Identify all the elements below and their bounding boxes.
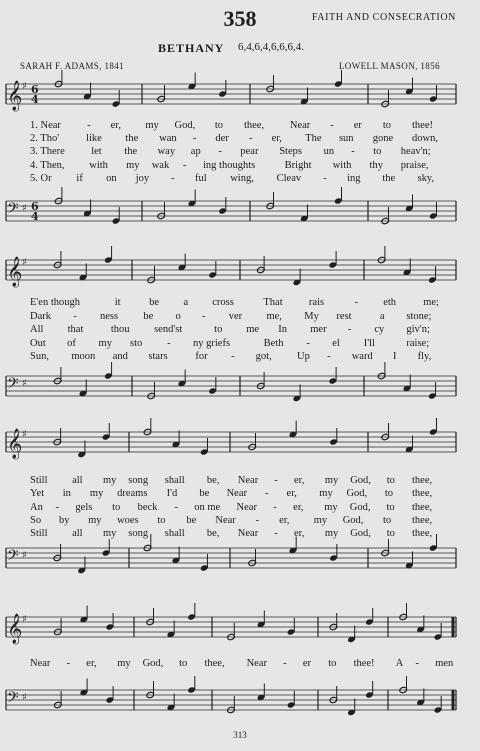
hymn-number: 358 xyxy=(223,6,257,31)
treble-clef-icon: 𝄞 xyxy=(7,614,23,644)
lyric-word: me, xyxy=(266,310,282,322)
lyric-word: er, xyxy=(86,658,97,669)
treble-clef-icon: 𝄞 xyxy=(7,81,23,111)
lyric-word: I'll xyxy=(363,337,375,349)
lyric-word: My xyxy=(304,310,319,322)
lyric-word: 1. Near xyxy=(30,120,61,131)
lyric-word: Steps xyxy=(279,146,302,158)
lyric-word: All xyxy=(30,324,44,335)
sharp-key-signature-icon: ♯ xyxy=(22,257,27,268)
lyric-word: I xyxy=(393,351,397,362)
lyric-word: praise, xyxy=(400,159,429,171)
lyric-word: - xyxy=(202,310,206,322)
lyric-word: - xyxy=(231,351,235,362)
lyric-word: my xyxy=(324,475,339,486)
lyric-word: thee! xyxy=(353,658,375,669)
bass-clef-icon: 𝄢 xyxy=(7,689,19,710)
lyric-word: - xyxy=(306,337,310,349)
sharp-key-signature-icon: ♯ xyxy=(22,614,27,625)
lyric-word: moon xyxy=(71,351,96,362)
lyric-word: God, xyxy=(349,501,371,513)
lyric-word: thee, xyxy=(412,501,433,513)
lyric-word: - xyxy=(327,351,331,362)
lyric-word: sto xyxy=(130,337,143,349)
lyric-word: eth xyxy=(383,297,397,308)
bass-staff xyxy=(0,686,480,726)
lyric-word: and xyxy=(112,351,128,362)
treble-staff xyxy=(0,613,480,653)
lyric-word: be xyxy=(199,488,210,500)
lyric-word: shall xyxy=(164,475,185,486)
lyric-word: ny griefs xyxy=(193,337,231,349)
lyric-word: all xyxy=(72,475,83,486)
lyric-word: a xyxy=(183,297,189,308)
lyric-word: the xyxy=(124,146,138,158)
bass-staff xyxy=(0,372,480,412)
lyric-word: mer xyxy=(310,324,327,335)
lyric-word: my xyxy=(145,120,159,131)
lyric-word: - xyxy=(218,146,222,158)
lyric-word: sky, xyxy=(417,172,435,184)
meter: 6,4,6,4,6,6,6,4. xyxy=(238,41,304,53)
lyric-word: shall xyxy=(164,528,185,540)
lyric-word: Near xyxy=(237,528,259,540)
bass-clef-icon: 𝄢 xyxy=(7,200,19,221)
lyric-word: er xyxy=(353,120,362,131)
lyric-word: Near xyxy=(289,120,311,131)
lyric-word: men xyxy=(435,658,454,669)
lyric-word: on xyxy=(106,172,117,184)
treble-staff xyxy=(0,428,480,468)
lyric-word: God, xyxy=(350,475,371,486)
lyric-word: way xyxy=(157,146,176,158)
lyric-word: heav'n; xyxy=(400,146,431,158)
lyric-word: to xyxy=(112,501,121,513)
time-signature-numerator: 6 xyxy=(31,200,39,213)
lyric-word: the xyxy=(125,133,139,145)
lyric-word: - xyxy=(354,297,358,308)
lyric-word: to xyxy=(382,120,392,131)
lyric-word: Near xyxy=(30,658,51,669)
lyric-word: A xyxy=(395,658,404,669)
lyric-word: be, xyxy=(206,528,220,540)
lyric-word: thee, xyxy=(412,514,433,526)
lyric-word: send'st xyxy=(154,324,183,335)
lyric-word: ver xyxy=(228,310,243,322)
lyric-word: cross xyxy=(212,297,234,308)
lyric-word: er, xyxy=(271,133,282,145)
lyric-word: - xyxy=(170,172,175,184)
sharp-key-signature-icon: ♯ xyxy=(22,81,27,92)
lyric-word: - xyxy=(330,120,334,131)
lyric-word: be xyxy=(186,514,197,526)
lyric-word: ward xyxy=(351,351,373,362)
lyric-word: Near xyxy=(237,475,259,486)
sharp-key-signature-icon: ♯ xyxy=(22,203,27,214)
lyric-word: thy xyxy=(369,159,383,171)
lyric-word: ness xyxy=(99,310,119,322)
lyric-word: Out xyxy=(30,337,46,349)
lyric-word: ful xyxy=(194,172,207,184)
lyric-word: Cleav xyxy=(276,172,302,184)
lyric-word: Near xyxy=(226,488,247,500)
lyric-word: be, xyxy=(206,475,220,486)
lyric-word: er, xyxy=(294,528,305,540)
lyric-word: to xyxy=(179,658,188,669)
lyric-word: a xyxy=(379,310,385,322)
bass-clef-icon: 𝄢 xyxy=(7,375,19,396)
lyric-word: - xyxy=(174,501,178,513)
lyric-word: my xyxy=(103,475,117,486)
lyric-word: gone xyxy=(372,133,394,145)
lyric-word: - xyxy=(66,658,71,669)
lyric-word: Sun, xyxy=(30,351,49,362)
lyric-word: Near xyxy=(246,658,267,669)
time-signature-numerator: 6 xyxy=(31,83,39,96)
lyric-word: wan xyxy=(159,133,177,145)
bass-staff xyxy=(0,544,480,584)
lyric-word: giv'n; xyxy=(406,324,430,335)
composer-credit: LOWELL MASON, 1856 xyxy=(338,61,440,71)
page-number: 313 xyxy=(233,730,247,740)
lyric-word: let xyxy=(91,146,102,158)
lyric-word: er, xyxy=(110,120,122,131)
lyric-word: joy xyxy=(135,172,150,184)
lyric-word: - xyxy=(73,310,77,322)
lyric-word: Yet xyxy=(30,488,45,500)
lyric-word: ing thoughts xyxy=(203,159,256,171)
lyric-word: 5. Or xyxy=(30,172,52,184)
lyric-word: to xyxy=(386,528,395,540)
lyric-word: for xyxy=(195,351,208,362)
lyric-word: fly, xyxy=(417,351,432,362)
lyric-word: - xyxy=(283,658,287,669)
lyric-word: Up xyxy=(297,351,310,362)
lyric-word: er, xyxy=(279,514,290,526)
lyric-word: Near xyxy=(236,501,257,513)
lyric-word: be xyxy=(143,310,154,322)
lyric-word: 3. There xyxy=(30,146,65,158)
lyric-word: er xyxy=(302,658,312,669)
lyric-word: raise; xyxy=(406,337,430,349)
time-signature-denominator: 4 xyxy=(31,93,39,106)
lyric-word: - xyxy=(255,514,260,526)
lyric-word: er, xyxy=(294,475,305,486)
lyric-word: Bright xyxy=(284,159,312,171)
lyric-word: my xyxy=(324,501,338,513)
lyric-word: thee, xyxy=(204,658,225,669)
lyric-word: sun xyxy=(338,133,354,145)
lyric-word: That xyxy=(263,297,283,308)
lyric-word: pear xyxy=(240,146,259,158)
lyric-word: if xyxy=(76,172,83,184)
lyric-word: - xyxy=(351,146,355,158)
lyric-word: my xyxy=(313,514,328,526)
lyric-word: it xyxy=(114,297,121,308)
lyric-word: - xyxy=(274,528,278,540)
lyric-word: my xyxy=(89,488,104,500)
lyric-word: by xyxy=(59,514,70,526)
lyric-word: - xyxy=(415,658,419,669)
lyric-word: In xyxy=(278,324,287,335)
lyric-word: un xyxy=(323,146,335,158)
lyric-word: thee, xyxy=(243,120,265,131)
lyric-word: 4. Then, xyxy=(30,159,65,171)
lyric-word: to xyxy=(386,475,395,486)
lyric-word: that xyxy=(67,324,84,335)
lyric-word: er, xyxy=(293,501,304,513)
lyric-word: So xyxy=(30,514,42,526)
lyric-word: my xyxy=(88,514,102,526)
sharp-key-signature-icon: ♯ xyxy=(22,692,27,703)
lyric-word: wak xyxy=(151,159,170,171)
lyric-word: - xyxy=(55,501,59,513)
lyric-word: dreams xyxy=(117,488,148,500)
lyric-word: Still xyxy=(30,528,48,540)
lyric-word: rest xyxy=(336,310,352,322)
lyric-word: with xyxy=(89,159,108,171)
section-title: FAITH AND CONSECRATION xyxy=(311,12,456,23)
lyric-word: - xyxy=(323,172,327,184)
lyric-word: in xyxy=(62,488,71,500)
lyric-word: cy xyxy=(374,324,385,335)
lyric-word: - xyxy=(264,488,269,500)
bass-staff xyxy=(0,197,480,237)
lyric-word: thou xyxy=(110,324,130,335)
lyric-word: I'd xyxy=(166,488,178,500)
lyric-word: 2. Tho' xyxy=(30,133,60,145)
author-credit: SARAH F. ADAMS, 1841 xyxy=(20,61,125,71)
treble-clef-icon: 𝄞 xyxy=(7,257,23,287)
lyric-word: to xyxy=(384,488,393,500)
treble-clef-icon: 𝄞 xyxy=(7,429,23,459)
lyric-word: - xyxy=(347,324,352,335)
lyric-word: - xyxy=(249,133,253,145)
lyric-word: thee, xyxy=(412,528,433,540)
lyric-word: thee, xyxy=(412,475,433,486)
lyric-word: - xyxy=(192,133,197,145)
lyric-word: thee! xyxy=(412,120,433,131)
lyric-word: like xyxy=(86,133,102,145)
lyric-word: ap xyxy=(190,146,201,158)
lyric-word: woes xyxy=(117,514,139,526)
lyric-word: rais xyxy=(308,297,325,308)
lyric-word: on me xyxy=(194,501,221,513)
lyric-word: - xyxy=(87,120,91,131)
sharp-key-signature-icon: ♯ xyxy=(22,378,27,389)
lyric-word: er, xyxy=(286,488,297,500)
lyric-word: God, xyxy=(346,488,368,500)
bass-clef-icon: 𝄢 xyxy=(7,547,19,568)
lyric-word: God, xyxy=(142,658,164,669)
lyric-word: to xyxy=(157,514,166,526)
lyric-word: stone; xyxy=(406,310,432,322)
lyric-word: Dark xyxy=(30,310,51,322)
lyric-word: God, xyxy=(174,120,196,131)
lyric-word: Beth xyxy=(263,337,284,349)
lyric-word: - xyxy=(167,337,171,349)
lyric-word: me; xyxy=(423,297,439,308)
lyric-word: my xyxy=(126,159,140,171)
sharp-key-signature-icon: ♯ xyxy=(22,550,27,561)
lyric-word: song xyxy=(128,528,149,540)
tune-name: BETHANY xyxy=(158,41,225,55)
lyric-word: el xyxy=(332,337,340,349)
lyric-word: the xyxy=(382,172,396,184)
lyric-word: beck xyxy=(137,501,158,513)
lyric-word: to xyxy=(386,501,395,513)
lyric-word: - xyxy=(274,475,278,486)
lyric-word: E'en though xyxy=(30,297,81,308)
lyric-word: stars xyxy=(148,351,168,362)
lyric-word: with xyxy=(332,159,352,171)
lyric-word: wing, xyxy=(230,172,254,184)
lyric-word: o xyxy=(175,310,181,322)
lyric-word: down, xyxy=(412,133,438,145)
lyric-word: to xyxy=(373,146,382,158)
lyric-word: God, xyxy=(350,528,371,540)
lyric-word: all xyxy=(72,528,83,540)
lyric-word: to xyxy=(214,324,223,335)
lyric-word: - xyxy=(182,159,187,171)
treble-staff xyxy=(0,256,480,296)
lyric-word: my xyxy=(98,337,112,349)
lyric-word: got, xyxy=(255,351,272,362)
lyric-word: of xyxy=(67,337,76,349)
lyric-word: my xyxy=(319,488,333,500)
lyric-word: my xyxy=(117,658,131,669)
lyric-word: to xyxy=(214,120,223,131)
lyric-word: be xyxy=(149,297,160,308)
lyric-word: gels xyxy=(75,501,93,513)
lyric-word: song xyxy=(128,475,149,486)
sharp-key-signature-icon: ♯ xyxy=(22,429,27,440)
lyric-word: my xyxy=(103,528,117,540)
lyric-word: me xyxy=(246,324,260,335)
lyric-word: Near xyxy=(215,514,236,526)
lyric-word: to xyxy=(328,658,337,669)
lyric-word: An xyxy=(30,501,43,513)
lyric-word: my xyxy=(324,528,339,540)
treble-staff xyxy=(0,80,480,120)
lyric-word: thee, xyxy=(412,488,433,500)
lyric-word: - xyxy=(273,501,277,513)
lyric-word: to xyxy=(382,514,392,526)
lyric-word: ing xyxy=(347,172,361,184)
time-signature-denominator: 4 xyxy=(31,210,39,223)
lyric-word: Still xyxy=(30,475,48,486)
lyric-word: God, xyxy=(342,514,364,526)
lyric-word: The xyxy=(305,133,322,145)
lyric-word: der xyxy=(215,133,229,145)
